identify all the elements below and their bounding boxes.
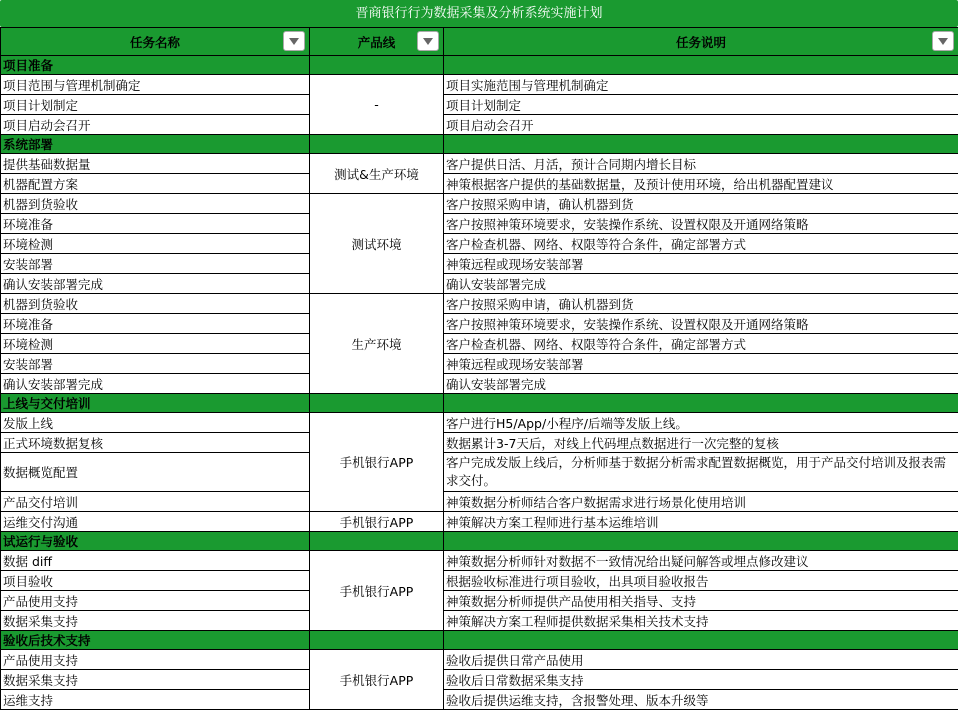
section-empty-cell[interactable] bbox=[310, 56, 444, 75]
header-row bbox=[1, 28, 958, 56]
task-name-cell[interactable]: 数据采集支持 bbox=[1, 670, 310, 690]
task-desc-cell[interactable]: 神策数据分析师针对数据不一致情况给出疑问解答或埋点修改建议 bbox=[444, 551, 958, 571]
task-desc-cell[interactable]: 验收后提供运维支持，含报警处理、版本升级等 bbox=[444, 690, 958, 710]
table-row bbox=[1, 95, 958, 115]
task-name-cell[interactable]: 运维交付沟通 bbox=[1, 512, 310, 532]
section-row bbox=[1, 394, 958, 413]
task-desc-cell[interactable]: 项目计划制定 bbox=[444, 95, 958, 115]
task-desc-cell[interactable]: 验收后提供日常产品使用 bbox=[444, 650, 958, 670]
section-title-cell[interactable]: 验收后技术支持 bbox=[1, 631, 310, 650]
table-row bbox=[1, 433, 958, 453]
task-desc-cell[interactable]: 客户进行H5/App/小程序/后端等发版上线。 bbox=[444, 413, 958, 433]
task-desc-cell[interactable]: 神策根据客户提供的基础数据量，及预计使用环境，给出机器配置建议 bbox=[444, 174, 958, 194]
table-row bbox=[1, 115, 958, 135]
task-name-cell[interactable]: 项目范围与管理机制确定 bbox=[1, 75, 310, 95]
table-row bbox=[1, 591, 958, 611]
task-name-cell[interactable]: 数据采集支持 bbox=[1, 611, 310, 631]
section-row bbox=[1, 56, 958, 75]
task-name-cell[interactable]: 产品使用支持 bbox=[1, 650, 310, 670]
table-row bbox=[1, 611, 958, 631]
table-row bbox=[1, 354, 958, 374]
task-desc-cell[interactable]: 项目启动会召开 bbox=[444, 115, 958, 135]
table-row bbox=[1, 174, 958, 194]
table-row bbox=[1, 374, 958, 394]
task-desc-cell[interactable]: 客户提供日活、月活，预计合同期内增长目标 bbox=[444, 154, 958, 174]
table-row bbox=[1, 294, 958, 314]
task-name-cell[interactable]: 环境准备 bbox=[1, 314, 310, 334]
section-empty-cell[interactable] bbox=[310, 135, 444, 154]
table-row bbox=[1, 334, 958, 354]
task-name-cell[interactable]: 数据概览配置 bbox=[1, 453, 310, 492]
task-name-cell[interactable]: 运维支持 bbox=[1, 690, 310, 710]
column-header-task-desc bbox=[444, 28, 958, 56]
table-row bbox=[1, 690, 958, 710]
task-name-cell[interactable]: 发版上线 bbox=[1, 413, 310, 433]
section-empty-cell[interactable] bbox=[444, 532, 958, 551]
task-name-cell[interactable]: 安装部署 bbox=[1, 254, 310, 274]
section-empty-cell[interactable] bbox=[310, 394, 444, 413]
section-empty-cell[interactable] bbox=[310, 631, 444, 650]
table-row bbox=[1, 314, 958, 334]
section-title-cell[interactable]: 上线与交付培训 bbox=[1, 394, 310, 413]
product-line-cell[interactable]: 手机银行APP bbox=[310, 512, 444, 532]
task-name-cell[interactable]: 提供基础数据量 bbox=[1, 154, 310, 174]
product-line-cell[interactable]: 手机银行APP bbox=[310, 650, 444, 710]
task-desc-cell[interactable]: 神策数据分析师提供产品使用相关指导、支持 bbox=[444, 591, 958, 611]
table-row bbox=[1, 670, 958, 690]
task-desc-cell[interactable]: 客户完成发版上线后，分析师基于数据分析需求配置数据概览，用于产品交付培训及报表需求交付。 bbox=[444, 453, 958, 492]
task-name-cell[interactable]: 确认安装部署完成 bbox=[1, 274, 310, 294]
section-title-cell[interactable]: 项目准备 bbox=[1, 56, 310, 75]
section-row bbox=[1, 532, 958, 551]
product-line-cell[interactable]: 生产环境 bbox=[310, 294, 444, 394]
section-empty-cell[interactable] bbox=[444, 394, 958, 413]
task-desc-cell[interactable]: 客户检查机器、网络、权限等符合条件，确定部署方式 bbox=[444, 234, 958, 254]
task-desc-cell[interactable]: 验收后日常数据采集支持 bbox=[444, 670, 958, 690]
task-desc-cell[interactable]: 客户按照采购申请，确认机器到货 bbox=[444, 194, 958, 214]
task-desc-cell[interactable]: 客户检查机器、网络、权限等符合条件，确定部署方式 bbox=[444, 334, 958, 354]
table-row bbox=[1, 75, 958, 95]
task-desc-cell[interactable]: 神策远程或现场安装部署 bbox=[444, 354, 958, 374]
task-name-cell[interactable]: 正式环境数据复核 bbox=[1, 433, 310, 453]
task-name-cell[interactable]: 机器配置方案 bbox=[1, 174, 310, 194]
task-name-cell[interactable]: 项目计划制定 bbox=[1, 95, 310, 115]
task-name-cell[interactable]: 产品使用支持 bbox=[1, 591, 310, 611]
task-name-cell[interactable]: 环境准备 bbox=[1, 214, 310, 234]
column-header-label: 任务说明 bbox=[676, 35, 726, 50]
column-header-label: 任务名称 bbox=[130, 35, 180, 50]
section-title-cell[interactable]: 试运行与验收 bbox=[1, 532, 310, 551]
plan-table bbox=[0, 27, 958, 710]
sheet-title: 晋商银行行为数据采集及分析系统实施计划 bbox=[0, 0, 958, 27]
table-body bbox=[1, 56, 958, 710]
product-line-cell[interactable]: 手机银行APP bbox=[310, 413, 444, 512]
task-name-cell[interactable]: 环境检测 bbox=[1, 334, 310, 354]
table-row bbox=[1, 154, 958, 174]
task-desc-cell[interactable]: 客户按照神策环境要求，安装操作系统、设置权限及开通网络策略 bbox=[444, 214, 958, 234]
section-title-cell[interactable]: 系统部署 bbox=[1, 135, 310, 154]
task-name-cell[interactable]: 确认安装部署完成 bbox=[1, 374, 310, 394]
product-line-cell[interactable]: 测试环境 bbox=[310, 194, 444, 294]
table-row bbox=[1, 254, 958, 274]
section-empty-cell[interactable] bbox=[444, 631, 958, 650]
table-row bbox=[1, 512, 958, 532]
section-row bbox=[1, 631, 958, 650]
task-desc-cell[interactable]: 确认安装部署完成 bbox=[444, 274, 958, 294]
task-name-cell[interactable]: 数据 diff bbox=[1, 551, 310, 571]
task-name-cell[interactable]: 机器到货验收 bbox=[1, 194, 310, 214]
task-name-cell[interactable]: 安装部署 bbox=[1, 354, 310, 374]
column-header-label: 产品线 bbox=[358, 35, 396, 50]
product-line-cell[interactable]: - bbox=[310, 75, 444, 135]
section-empty-cell[interactable] bbox=[444, 56, 958, 75]
task-name-cell[interactable]: 项目启动会召开 bbox=[1, 115, 310, 135]
product-line-cell[interactable]: 测试&生产环境 bbox=[310, 154, 444, 194]
product-line-cell[interactable]: 手机银行APP bbox=[310, 551, 444, 631]
section-empty-cell[interactable] bbox=[444, 135, 958, 154]
task-desc-cell[interactable]: 数据累计3-7天后，对线上代码埋点数据进行一次完整的复核 bbox=[444, 433, 958, 453]
column-header-product-line bbox=[310, 28, 444, 56]
table-row bbox=[1, 492, 958, 512]
task-name-cell[interactable]: 机器到货验收 bbox=[1, 294, 310, 314]
table-row bbox=[1, 194, 958, 214]
task-name-cell[interactable]: 项目验收 bbox=[1, 571, 310, 591]
table-row bbox=[1, 413, 958, 433]
filter-dropdown-icon[interactable] bbox=[417, 31, 439, 51]
table-row bbox=[1, 551, 958, 571]
table-row bbox=[1, 214, 958, 234]
column-header-task-name bbox=[1, 28, 310, 56]
table-row bbox=[1, 571, 958, 591]
task-desc-cell[interactable]: 根据验收标准进行项目验收，出具项目验收报告 bbox=[444, 571, 958, 591]
table-row bbox=[1, 650, 958, 670]
table-row bbox=[1, 274, 958, 294]
task-desc-cell[interactable]: 神策远程或现场安装部署 bbox=[444, 254, 958, 274]
section-row bbox=[1, 135, 958, 154]
task-desc-cell[interactable]: 确认安装部署完成 bbox=[444, 374, 958, 394]
task-desc-cell[interactable]: 客户按照采购申请，确认机器到货 bbox=[444, 294, 958, 314]
table-row bbox=[1, 234, 958, 254]
task-desc-cell[interactable]: 神策解决方案工程师进行基本运维培训 bbox=[444, 512, 958, 532]
task-desc-cell[interactable]: 神策解决方案工程师提供数据采集相关技术支持 bbox=[444, 611, 958, 631]
task-desc-cell[interactable]: 项目实施范围与管理机制确定 bbox=[444, 75, 958, 95]
section-empty-cell[interactable] bbox=[310, 532, 444, 551]
filter-dropdown-icon[interactable] bbox=[932, 31, 954, 51]
task-desc-cell[interactable]: 客户按照神策环境要求，安装操作系统、设置权限及开通网络策略 bbox=[444, 314, 958, 334]
filter-dropdown-icon[interactable] bbox=[283, 31, 305, 51]
task-name-cell[interactable]: 环境检测 bbox=[1, 234, 310, 254]
table-row bbox=[1, 453, 958, 492]
task-desc-cell[interactable]: 神策数据分析师结合客户数据需求进行场景化使用培训 bbox=[444, 492, 958, 512]
task-name-cell[interactable]: 产品交付培训 bbox=[1, 492, 310, 512]
